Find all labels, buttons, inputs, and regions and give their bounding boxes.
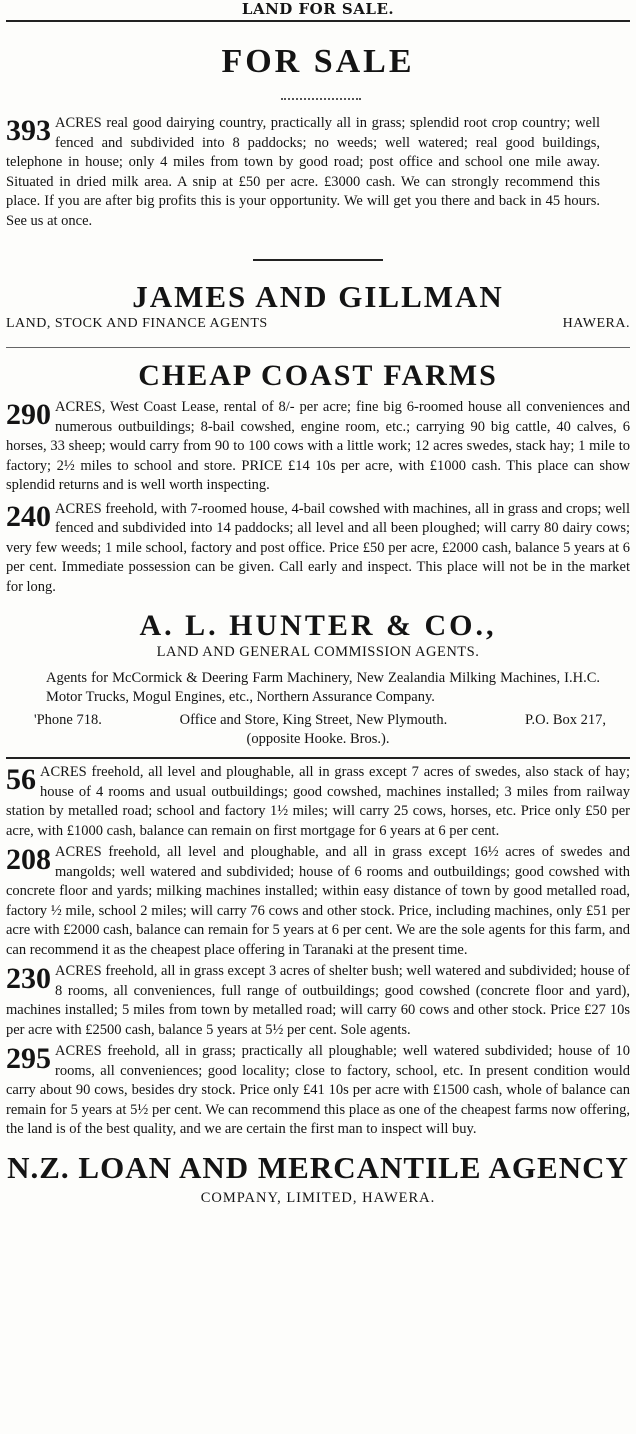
hunter-office: Office and Store, King Street, New Plymouth. [179,712,448,728]
section-title: LAND FOR SALE. [241,0,395,18]
agent-name: JAMES AND GILLMAN [132,279,504,314]
listing-number: 230 [6,962,51,995]
listing-text: ACRES, West Coast Lease, rental of 8/- per acre; fine big 6-roomed house all conveniences and numerous outbuildings; 8-bail cowshed, engine room, etc.; carrying 90 big cattle, 40 calves, 6 horses, 33 sheep; would carry from 90 to 100 cows with a little work; 12 acres swedes, stack hay; 1 mile to factory; 2½ miles to school and store. PRICE £14 10s per acre, with £1000 cash. This place can show splendid returns and is well worth inspecting. [6,399,630,493]
listing-number: 393 [6,114,51,147]
divider [6,347,630,348]
listing-393 [6,114,630,231]
hunter-tagline: LAND AND GENERAL COMMISSION AGENTS. [156,644,480,660]
listing-number: 290 [6,398,51,431]
listing-number: 295 [6,1042,51,1075]
listing-56 [6,763,630,841]
listing-230 [6,962,630,1040]
top-rule [6,20,630,22]
listing-number: 208 [6,843,51,876]
listing-208 [6,843,630,960]
nz-loan-sub: COMPANY, LIMITED, HAWERA. [200,1189,436,1206]
agent-tagline-row [6,315,630,333]
listing-text: ACRES freehold, with 7-roomed house, 4-bail cowshed with machines, all in grass and crops; well fenced and subdivided into 14 paddocks; all level and all been ploughed; will carry 80 dairy cows; very few weeds; 1 mile school, factory and post office. Price £50 per acre, £2000 cash, balance 5 years at 6 per cent. Immediate possession can be given. Call early and inspect. This place will not be in the market for long. [6,500,630,595]
hunter-agents-text: Agents for McCormick & Deering Farm Machinery, New Zealandia Milking Machines, I.H.C. Motor Trucks, Mogul Engines, etc., Northern Assurance Company. [46,670,600,705]
listing-240 [6,500,630,598]
listing-number: 240 [6,499,51,533]
nz-loan-name: N.Z. LOAN AND MERCANTILE AGENCY [7,1149,629,1185]
listing-text: ACRES freehold, all in grass; practically all ploughable; well watered subdivided; house of 10 rooms, all conveniences; good locality; close to factory, school, etc. In present condition would carry about 90 cows, besides dry stock. Price only £41 10s per acre with £1500 cash, whole of balance can remain for 5 years at 5½ per cent. We can recommend this place as one of the cheapest farms now offering, the land is of the best quality, and we are certain the first man to inspect will buy. [6,1043,630,1137]
for-sale-heading: FOR SALE [221,43,415,80]
agent-tagline: LAND, STOCK AND FINANCE AGENTS [6,316,268,331]
divider [6,757,630,759]
separator [253,259,383,261]
listing-290 [6,398,630,496]
hunter-contact-row [6,711,630,730]
listing-text: ACRES freehold, all level and ploughable, and all in grass except 16½ acres of swedes and mangolds; well watered and subdivided; house of 6 rooms and outbuildings; good cowshed with concrete floor and yards; milking machines installed; within easy distance of town by good metalled road, factory ½ mile, school 2 miles; will carry 76 cows and other stock. Price, including machines, only £51 per acre with £2000 cash, balance can remain for 5 years at 6 per cent. We are the sole agents for this farm, and can recommend it as the cheapest place offering in Taranaki at the present time. [6,844,630,958]
hunter-name: A. L. HUNTER & CO., [139,609,497,642]
hunter-po-box: P.O. Box 217, [525,712,606,728]
hunter-phone: 'Phone 718. [34,712,102,728]
listing-295 [6,1042,630,1140]
listing-text: ACRES freehold, all level and ploughable, all in grass except 7 acres of swedes, also stack of hay; house of 4 rooms and usual outbuildings; good cowshed, machines installed; 3 miles from railway station by metalled road; school and factory 1½ miles; will carry 25 cows, horses, etc. Price only £50 per acre, with £1000 cash, balance can remain on first mortgage for 6 years at 6 per cent. [6,764,630,839]
cheap-coast-farms-heading: CHEAP COAST FARMS [138,359,498,392]
hunter-opposite: (opposite Hooke. Bros.). [246,731,390,747]
listing-text: ACRES real good dairying country, practically all in grass; splendid root crop country; well fenced and subdivided into 8 paddocks; no weeds; well watered; real good buildings, telephone in house; only 4 miles from town by good road; post office and school one mile away. Situated in dried milk area. A snip at £50 per acre. £3000 cash. We can strongly recommend this place. If you are after big profits this is your opportunity. We will get you there and back in 45 hours. See us at once. [6,115,600,229]
agent-town: HAWERA. [562,316,630,331]
listing-number: 56 [6,763,36,796]
listing-text: ACRES freehold, all in grass except 3 acres of shelter bush; well watered and subdivided; house of 8 rooms, all conveniences, full range of outbuildings; good cowshed (concrete floor and yard), machines installed; 5 miles from town by metalled road; will carry 60 cows and other stock. Price £27 10s per acre with £2500 cash, balance 5 years at 5½ per cent. Sole agents. [6,963,630,1038]
ornament-divider [6,82,630,116]
